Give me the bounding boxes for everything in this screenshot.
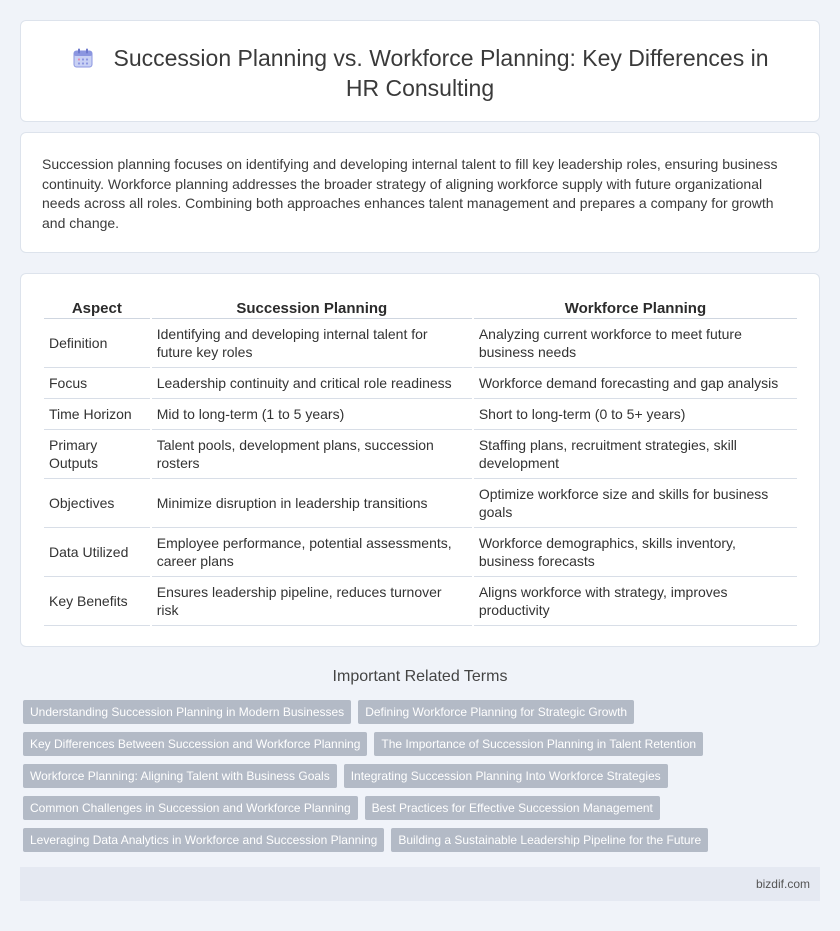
cell-succession: Minimize disruption in leadership transitions [152, 479, 472, 528]
intro-card [20, 132, 820, 253]
comparison-table [42, 296, 799, 626]
cell-aspect: Data Utilized [44, 528, 150, 577]
related-term-link[interactable]: Defining Workforce Planning for Strategic Growth [358, 700, 634, 724]
related-term-link[interactable]: Building a Sustainable Leadership Pipeline for the Future [391, 828, 708, 852]
cell-aspect: Definition [44, 319, 150, 368]
related-term-link[interactable]: Understanding Succession Planning in Modern Businesses [23, 700, 351, 724]
cell-aspect: Time Horizon [44, 399, 150, 430]
cell-workforce: Workforce demographics, skills inventory, business forecasts [474, 528, 797, 577]
cell-workforce: Workforce demand forecasting and gap analysis [474, 368, 797, 399]
table-row [44, 528, 797, 577]
cell-aspect: Key Benefits [44, 577, 150, 626]
cell-workforce: Short to long-term (0 to 5+ years) [474, 399, 797, 430]
related-term-link[interactable]: The Importance of Succession Planning in Talent Retention [374, 732, 703, 756]
cell-succession: Talent pools, development plans, succession rosters [152, 430, 472, 479]
cell-workforce: Analyzing current workforce to meet future business needs [474, 319, 797, 368]
table-row [44, 430, 797, 479]
intro-paragraph: Succession planning focuses on identifying and developing internal talent to fill key leadership roles, ensuring business continuity. Workforce planning addresses the broader strategy of aligning workforce supply with future organizational needs across all roles. Combining both approaches enhances talent management and prepares a company for growth and change. [42, 156, 778, 231]
cell-workforce: Optimize workforce size and skills for business goals [474, 479, 797, 528]
cell-aspect: Focus [44, 368, 150, 399]
cell-succession: Ensures leadership pipeline, reduces turnover risk [152, 577, 472, 626]
table-row [44, 368, 797, 399]
cell-aspect: Objectives [44, 479, 150, 528]
cell-workforce: Staffing plans, recruitment strategies, skill development [474, 430, 797, 479]
footer [20, 867, 820, 901]
table-row [44, 479, 797, 528]
table-header-row [44, 296, 797, 319]
related-term-link[interactable]: Key Differences Between Succession and Workforce Planning [23, 732, 367, 756]
tag-row [23, 796, 823, 820]
comparison-table-card [20, 273, 820, 647]
tag-row [23, 764, 823, 788]
related-terms-list [23, 700, 823, 860]
table-row [44, 577, 797, 626]
tag-row [23, 828, 823, 852]
page-title-wrap [61, 43, 779, 103]
title-card [20, 20, 820, 122]
tag-row [23, 700, 823, 724]
cell-succession: Employee performance, potential assessments, career plans [152, 528, 472, 577]
related-term-link[interactable]: Best Practices for Effective Succession Management [365, 796, 660, 820]
footer-site-link[interactable]: bizdif.com [755, 877, 810, 891]
tag-row [23, 732, 823, 756]
cell-succession: Mid to long-term (1 to 5 years) [152, 399, 472, 430]
table-row [44, 399, 797, 430]
cell-succession: Leadership continuity and critical role readiness [152, 368, 472, 399]
calendar-icon [72, 46, 94, 68]
header-succession: Succession Planning [152, 296, 472, 319]
related-terms-heading: Important Related Terms [332, 668, 508, 685]
related-term-link[interactable]: Workforce Planning: Aligning Talent with Business Goals [23, 764, 337, 788]
related-term-link[interactable]: Integrating Succession Planning Into Workforce Strategies [344, 764, 668, 788]
cell-aspect: Primary Outputs [44, 430, 150, 479]
table-row [44, 319, 797, 368]
header-workforce: Workforce Planning [474, 296, 797, 319]
cell-succession: Identifying and developing internal talent for future key roles [152, 319, 472, 368]
page-title: Succession Planning vs. Workforce Planning: Key Differences in HR Consulting [113, 45, 769, 101]
related-term-link[interactable]: Leveraging Data Analytics in Workforce and Succession Planning [23, 828, 384, 852]
related-term-link[interactable]: Common Challenges in Succession and Workforce Planning [23, 796, 358, 820]
cell-workforce: Aligns workforce with strategy, improves productivity [474, 577, 797, 626]
header-aspect: Aspect [44, 296, 150, 319]
